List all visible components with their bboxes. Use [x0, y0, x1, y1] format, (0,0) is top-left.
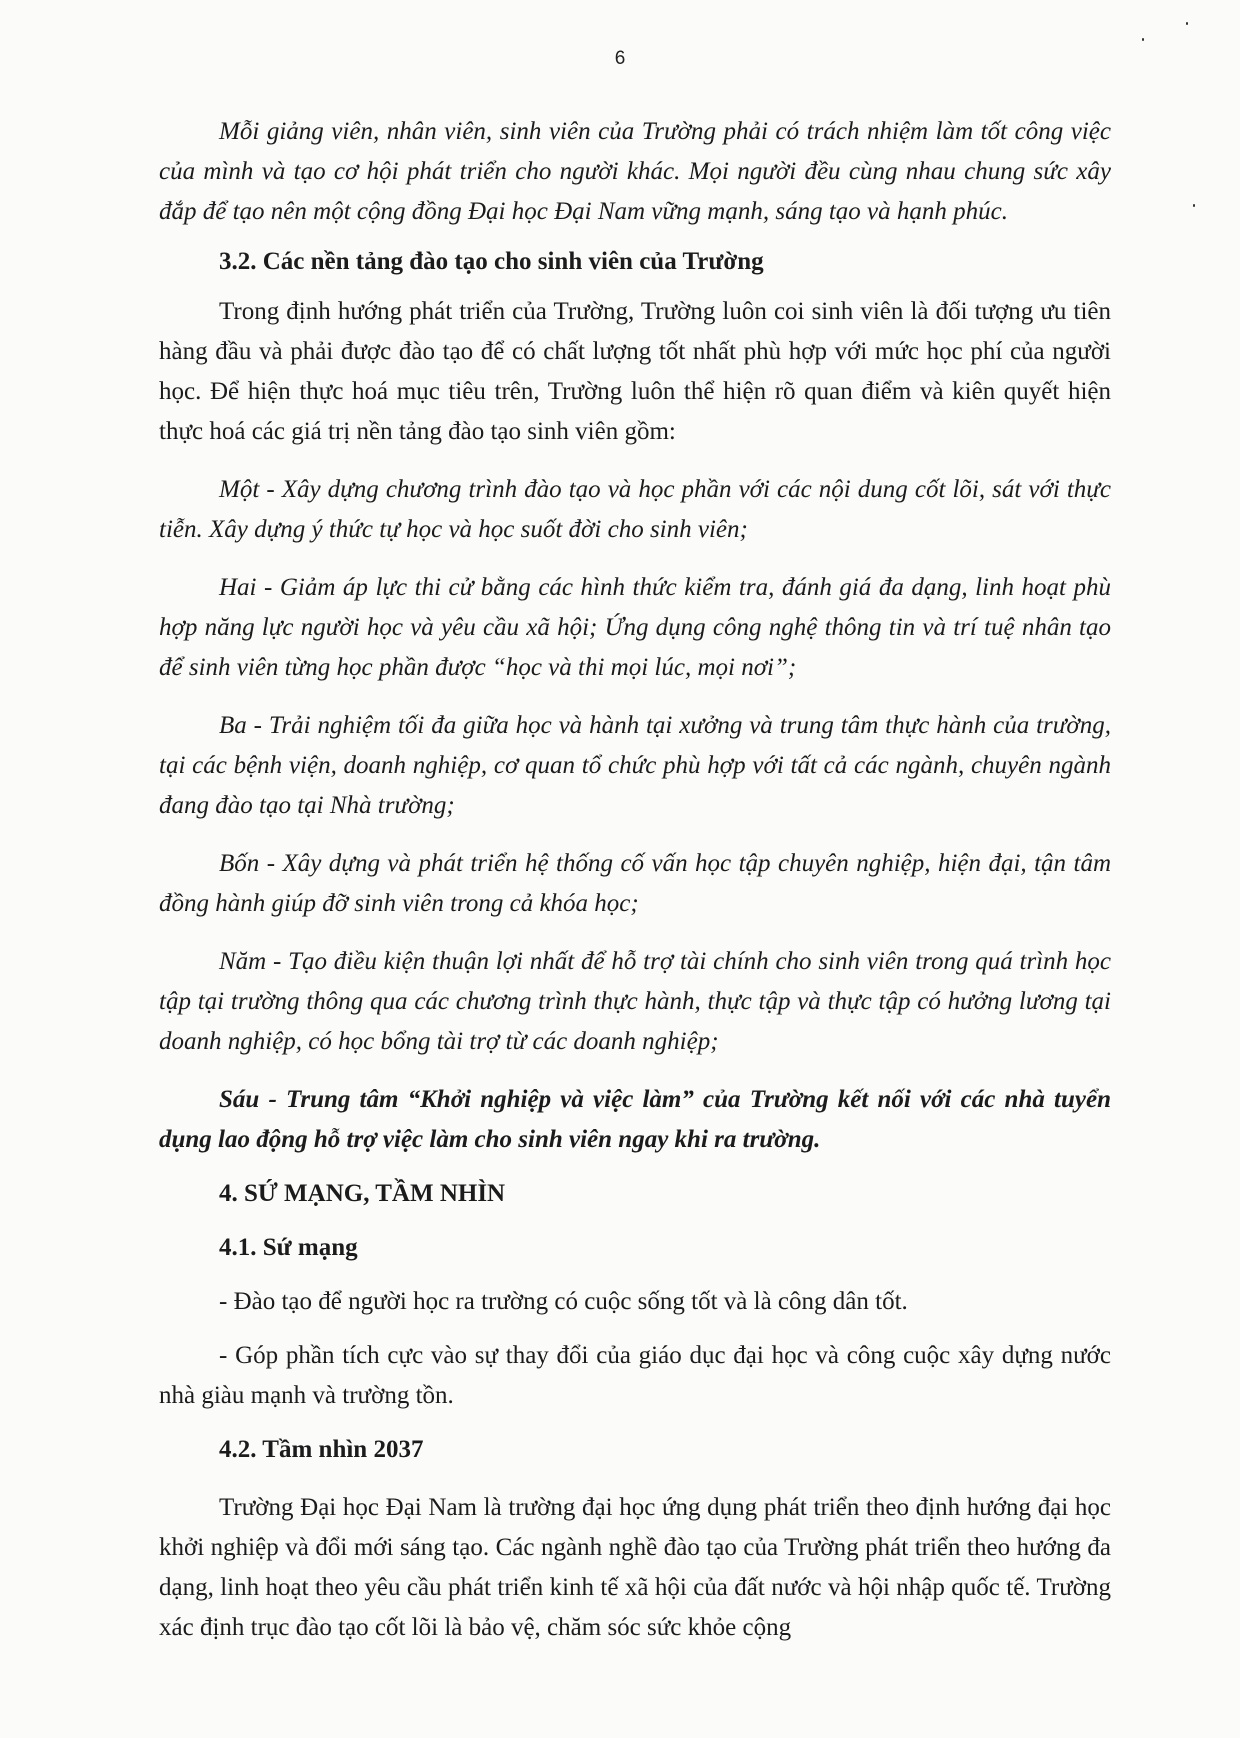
page-number: 6 — [614, 48, 626, 69]
list-item-mot: Một - Xây dựng chương trình đào tạo và học phần với các nội dung cốt lõi, sát với thực tiễn. Xây dựng ý thức tự học và học suốt đời cho sinh viên; — [159, 476, 1111, 543]
paragraph-training-orientation: Trong định hướng phát triển của Trường, Trường luôn coi sinh viên là đối tượng ưu tiên hàng đầu và phải được đào tạo để có chất lượng tốt nhất phù hợp với mức học phí của người học. Để hiện thực hoá mục tiêu trên, Trường luôn thể hiện rõ quan điểm và kiên quyết hiện thực hoá các giá trị nền tảng đào tạo sinh viên gồm: — [159, 298, 1111, 445]
list-item-sau: Sáu - Trung tâm “Khởi nghiệp và việc làm” của Trường kết nối với các nhà tuyển dụng lao động hỗ trợ việc làm cho sinh viên ngay khi ra trường. — [159, 1086, 1111, 1153]
scan-speck — [1142, 38, 1144, 41]
list-item-bon: Bốn - Xây dựng và phát triển hệ thống cố vấn học tập chuyên nghiệp, hiện đại, tận tâm đồng hành giúp đỡ sinh viên trong cả khóa học; — [159, 850, 1111, 917]
list-item-hai: Hai - Giảm áp lực thi cử bằng các hình thức kiểm tra, đánh giá đa dạng, linh hoạt phù hợp năng lực người học và yêu cầu xã hội; Ứng dụng công nghệ thông tin và trí tuệ nhân tạo để sinh viên từng học phần được “học và thi mọi lúc, mọi nơi”; — [159, 574, 1111, 681]
document-body — [159, 112, 1111, 1648]
section-heading-3-2: 3.2. Các nền tảng đào tạo cho sinh viên của Trường — [219, 248, 764, 275]
section-heading-4-2: 4.2. Tầm nhìn 2037 — [219, 1436, 424, 1463]
mission-item-2: - Góp phần tích cực vào sự thay đổi của giáo dục đại học và công cuộc xây dựng nước nhà giàu mạnh và trường tồn. — [159, 1342, 1111, 1409]
paragraph-vision: Trường Đại học Đại Nam là trường đại học ứng dụng phát triển theo định hướng đại học khởi nghiệp và đổi mới sáng tạo. Các ngành nghề đào tạo của Trường phát triển theo hướng đa dạng, linh hoạt theo yêu cầu phát triển kinh tế xã hội của đất nước và hội nhập quốc tế. Trường xác định trục đào tạo cốt lõi là bảo vệ, chăm sóc sức khỏe cộng — [159, 1494, 1111, 1641]
list-item-nam: Năm - Tạo điều kiện thuận lợi nhất để hỗ trợ tài chính cho sinh viên trong quá trình học tập tại trường thông qua các chương trình thực hành, thực tập và thực tập có hưởng lương tại doanh nghiệp, có học bổng tài trợ từ các doanh nghiệp; — [159, 948, 1111, 1055]
section-heading-4-1: 4.1. Sứ mạng — [219, 1234, 358, 1261]
scan-speck — [1193, 204, 1195, 207]
mission-item-1: - Đào tạo để người học ra trường có cuộc sống tốt và là công dân tốt. — [219, 1288, 908, 1315]
scan-speck — [1186, 22, 1188, 25]
section-heading-4: 4. SỨ MẠNG, TẦM NHÌN — [219, 1180, 506, 1207]
list-item-ba: Ba - Trải nghiệm tối đa giữa học và hành tại xưởng và trung tâm thực hành của trường, tại các bệnh viện, doanh nghiệp, cơ quan tổ chức phù hợp với tất cả các ngành, chuyên ngành đang đào tạo tại Nhà trường; — [159, 712, 1111, 819]
paragraph-community: Mỗi giảng viên, nhân viên, sinh viên của Trường phải có trách nhiệm làm tốt công việc của mình và tạo cơ hội phát triển cho người khác. Mọi người đều cùng nhau chung sức xây đắp để tạo nên một cộng đồng Đại học Đại Nam vững mạnh, sáng tạo và hạnh phúc. — [159, 118, 1111, 225]
